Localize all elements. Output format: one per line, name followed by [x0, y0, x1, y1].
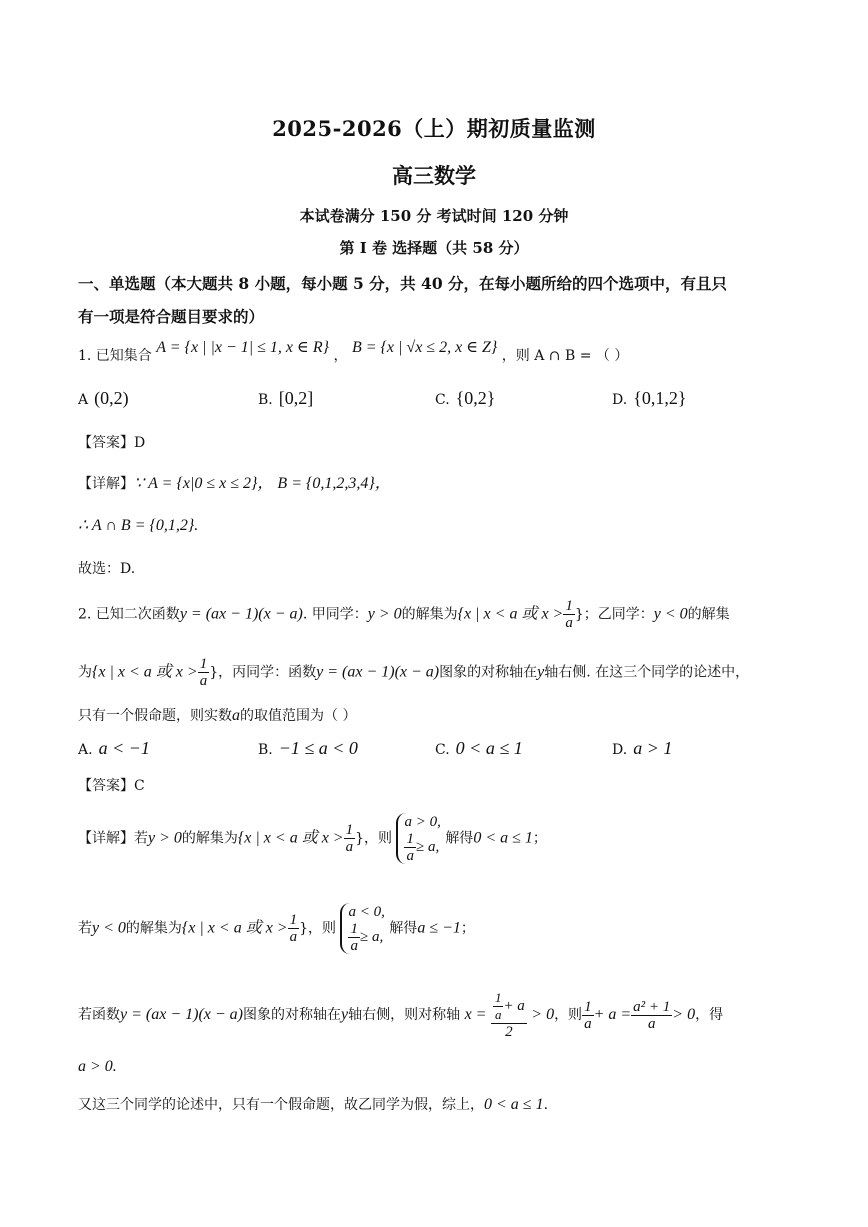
question-1-stem	[78, 339, 629, 365]
section-title: 第 I 卷 选择题（共 58 分）	[339, 239, 529, 257]
q2-option-b: B. −1 ≤ a < 0	[258, 738, 358, 758]
q1-detail-1: 【详解】∵ A = {x|0 ≤ x ≤ 2}， B = {0,1,2,3,4}，	[78, 475, 391, 492]
q2-detail-1: 【详解】若y > 0的解集为{x | x < a 或 x > $\frac{1}{a}$ }，则 a > 0, $\frac{1}{a}$ ≥ a, 解得0 < a ≤ 1；	[78, 814, 547, 864]
q2-detail-3: 若函数y = (ax − 1)(x − a)图象的对称轴在y轴右侧，则对称轴 x = $\frac{1}{a}$ + a 2 > 0，则 $\frac{1}{a}$ + a = $\frac{\text{a² + 1}}{a}$ > 0，得	[78, 990, 724, 1040]
q1-set-a: A = {x | |x − 1| ≤ 1, x ∈ R}	[156, 339, 330, 356]
q2-option-c: C. 0 < a ≤ 1	[435, 738, 523, 758]
q1-option-c: C. {0,2}	[435, 388, 496, 408]
q1-option-d: D. {0,1,2}	[612, 388, 687, 408]
q1-answer: 【答案】D	[78, 435, 146, 451]
q1-set-b: B = {x | √x ≤ 2, x ∈ Z}	[351, 339, 498, 356]
q1-detail-2: ∴ A ∩ B = {0,1,2}.	[78, 517, 199, 534]
q1-suffix: ，则 A ∩ B = （ ）	[501, 348, 629, 364]
question-2-line-1: 2. 已知二次函数y = (ax − 1)(x − a). 甲同学：y > 0的解集为{x | x < a 或 x > $\frac{1}{a}$ }；乙同学：y < 0的解集	[78, 598, 730, 631]
q1-choose: 故选：D.	[78, 561, 136, 577]
fraction-a2-plus-1-over-a: $\frac{\text{a² + 1}}{a}$	[633, 998, 671, 1032]
fraction-1-over-a: $\frac{1}{a}$	[199, 656, 208, 689]
q2-detail-4: a > 0.	[78, 1058, 117, 1075]
q2-option-d: D. a > 1	[612, 738, 673, 758]
q1-option-a: A (0,2)	[78, 388, 129, 408]
q1-option-b: B. [0,2]	[258, 388, 314, 408]
q2-detail-5: 又这三个同学的论述中，只有一个假命题，故乙同学为假，综上，0 < a ≤ 1.	[78, 1096, 549, 1113]
q2-option-a: A. a < −1	[78, 738, 150, 758]
q2-answer: 【答案】C	[78, 778, 145, 794]
q1-prefix: 1. 已知集合	[78, 348, 152, 364]
inequality-system-2: a < 0, $\frac{1}{a}$ ≥ a,	[340, 903, 384, 954]
symmetry-axis-fraction: $\frac{1}{a}$ + a 2	[491, 990, 527, 1040]
instructions-line-1: 一、单选题（本大题共 8 小题，每小题 5 分，共 40 分，在每小题所给的四个选项中，有且只	[78, 274, 728, 293]
question-2-line-2: 为{x | x < a 或 x > $\frac{1}{a}$ }，丙同学：函数y = (ax − 1)(x − a)图象的对称轴在y轴右侧. 在这三个同学的论述中，	[78, 656, 750, 689]
fraction-1-over-a: $\frac{1}{a}$	[289, 912, 298, 945]
q1-sep: ，	[333, 348, 348, 364]
instructions-line-2: 有一项是符合题目要求的）	[78, 307, 265, 326]
fraction-1-over-a: $\frac{1}{a}$	[345, 822, 354, 855]
subject-title: 高三数学	[392, 163, 476, 188]
exam-info: 本试卷满分 150 分 考试时间 120 分钟	[299, 207, 569, 225]
fraction-1-over-a: $\frac{1}{a}$	[565, 598, 573, 631]
inequality-system-1: a > 0, $\frac{1}{a}$ ≥ a,	[396, 813, 440, 864]
page-title: 2025-2026（上）期初质量监测	[272, 116, 596, 141]
question-2-line-3: 只有一个假命题，则实数a的取值范围为（ ）	[78, 707, 357, 724]
q2-detail-2: 若y < 0的解集为{x | x < a 或 x > $\frac{1}{a}$ }，则 a < 0, $\frac{1}{a}$ ≥ a, 解得a ≤ −1；	[78, 904, 475, 954]
